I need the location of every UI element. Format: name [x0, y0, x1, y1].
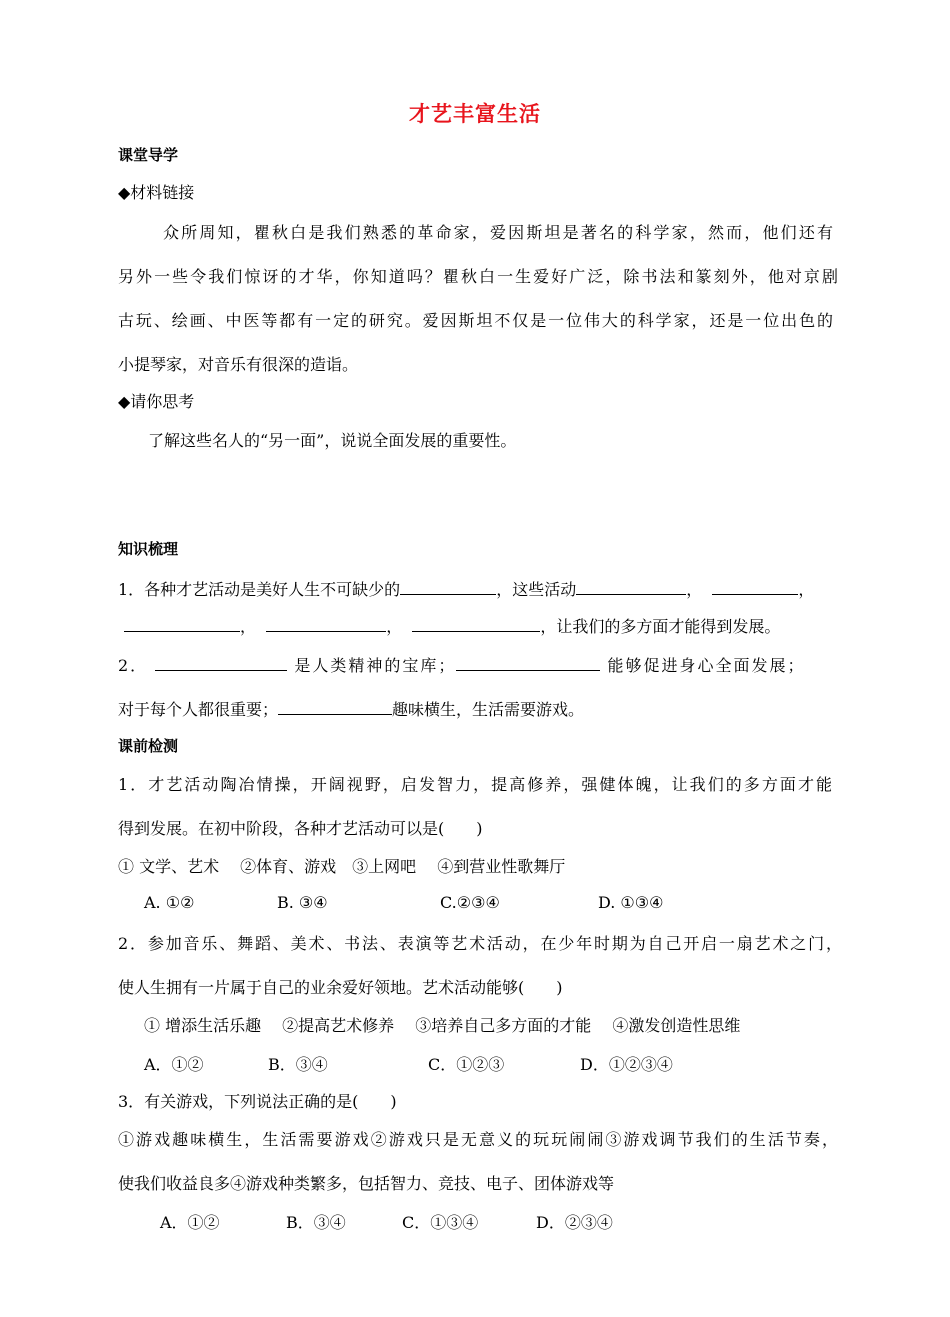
material-line-3: 古玩、绘画、中医等都有一定的研究。爱因斯坦不仅是一位伟大的科学家，还是一位出色的 — [118, 311, 833, 330]
q1-option-c[interactable]: C.②③④ — [440, 893, 500, 912]
q3-option-d[interactable]: D．②③④ — [536, 1213, 613, 1232]
material-heading: ◆材料链接 — [118, 183, 195, 202]
pretest-q1-items: ① 文学、艺术 ②体育、游戏 ③上网吧 ④到营业性歌舞厅 — [118, 857, 566, 876]
q2-text-c: 对于每个人都很重要； — [118, 700, 279, 719]
page-title: 才艺丰富生活 — [409, 102, 541, 126]
q1-blank-3[interactable] — [712, 580, 798, 595]
material-line-1: 众所周知，瞿秋白是我们熟悉的革命家，爱因斯坦是著名的科学家，然而，他们还有 — [163, 223, 833, 242]
q1-text-c: ， — [686, 580, 703, 599]
q1-blank-1[interactable] — [400, 580, 496, 595]
q3-option-a[interactable]: A．①② — [160, 1213, 220, 1232]
pretest-q2-line2: 使人生拥有一片属于自己的业余爱好领地。艺术活动能够( ) — [118, 978, 563, 997]
q1-text-a: 1．各种才艺活动是美好人生不可缺少的 — [118, 580, 401, 599]
q2-option-b[interactable]: B．③④ — [268, 1055, 328, 1074]
q1-option-a[interactable]: A. ①② — [144, 893, 195, 912]
q1-blank-6[interactable] — [412, 617, 540, 632]
knowledge-q2-line1 — [118, 653, 806, 676]
q2-option-c[interactable]: C．①②③ — [428, 1055, 505, 1074]
q2-option-a[interactable]: A．①② — [144, 1055, 204, 1074]
q2-blank-1[interactable] — [155, 656, 287, 671]
q1-text-f: ， — [386, 617, 403, 636]
section-heading-pretest: 课前检测 — [118, 737, 179, 755]
q1-text-d: ， — [798, 580, 815, 599]
pretest-q2-items: ① 增添生活乐趣 ②提高艺术修养 ③培养自己多方面的才能 ④激发创造性思维 — [144, 1016, 741, 1035]
q1-blank-5[interactable] — [266, 617, 386, 632]
section-heading-guide: 课堂导学 — [118, 146, 179, 164]
knowledge-q1-line2 — [124, 614, 780, 637]
material-line-2: 另外一些令我们惊讶的才华，你知道吗？瞿秋白一生爱好广泛，除书法和篆刻外，他对京剧 — [118, 267, 838, 286]
q2-text-d: 趣味横生，生活需要游戏。 — [392, 700, 585, 719]
q1-blank-2[interactable] — [576, 580, 686, 595]
think-text: 了解这些名人的“另一面”，说说全面发展的重要性。 — [148, 431, 517, 450]
q1-option-d[interactable]: D. ①③④ — [598, 893, 664, 912]
q2-text-a: 是人类精神的宝库； — [294, 656, 457, 675]
think-heading: ◆请你思考 — [118, 392, 195, 411]
q1-text-e: ， — [240, 617, 257, 636]
q3-option-c[interactable]: C．①③④ — [402, 1213, 479, 1232]
pretest-q3-line2: ①游戏趣味横生，生活需要游戏②游戏只是无意义的玩玩闹闹③游戏调节我们的生活节奏， — [118, 1130, 838, 1149]
q2-number: 2． — [118, 656, 149, 675]
q1-blank-4[interactable] — [124, 617, 240, 632]
pretest-q3-line3: 使我们收益良多④游戏种类繁多，包括智力、竞技、电子、团体游戏等 — [118, 1174, 615, 1193]
q2-blank-2[interactable] — [456, 656, 600, 671]
material-line-4: 小提琴家，对音乐有很深的造诣。 — [118, 355, 359, 374]
q1-text-b: ，这些活动 — [496, 580, 577, 599]
pretest-q1-line1: 1．才艺活动陶冶情操，开阔视野，启发智力，提高修养，强健体魄，让我们的多方面才能 — [118, 775, 832, 794]
pretest-q3-line1: 3．有关游戏，下列说法正确的是( ) — [118, 1092, 397, 1111]
section-heading-knowledge: 知识梳理 — [118, 540, 179, 558]
q2-blank-3[interactable] — [278, 700, 392, 715]
pretest-q1-line2: 得到发展。在初中阶段，各种才艺活动可以是( ) — [118, 819, 483, 838]
pretest-q2-line1: 2．参加音乐、舞蹈、美术、书法、表演等艺术活动，在少年时期为自己开启一扇艺术之门， — [118, 934, 842, 953]
q1-option-b[interactable]: B. ③④ — [277, 893, 328, 912]
q1-text-g: ，让我们的多方面才能得到发展。 — [540, 617, 781, 636]
q2-text-b: 能够促进身心全面发展； — [607, 656, 806, 675]
q3-option-b[interactable]: B．③④ — [286, 1213, 346, 1232]
knowledge-q2-line2 — [118, 697, 584, 720]
knowledge-q1-line1 — [118, 577, 814, 600]
q2-option-d[interactable]: D．①②③④ — [580, 1055, 673, 1074]
